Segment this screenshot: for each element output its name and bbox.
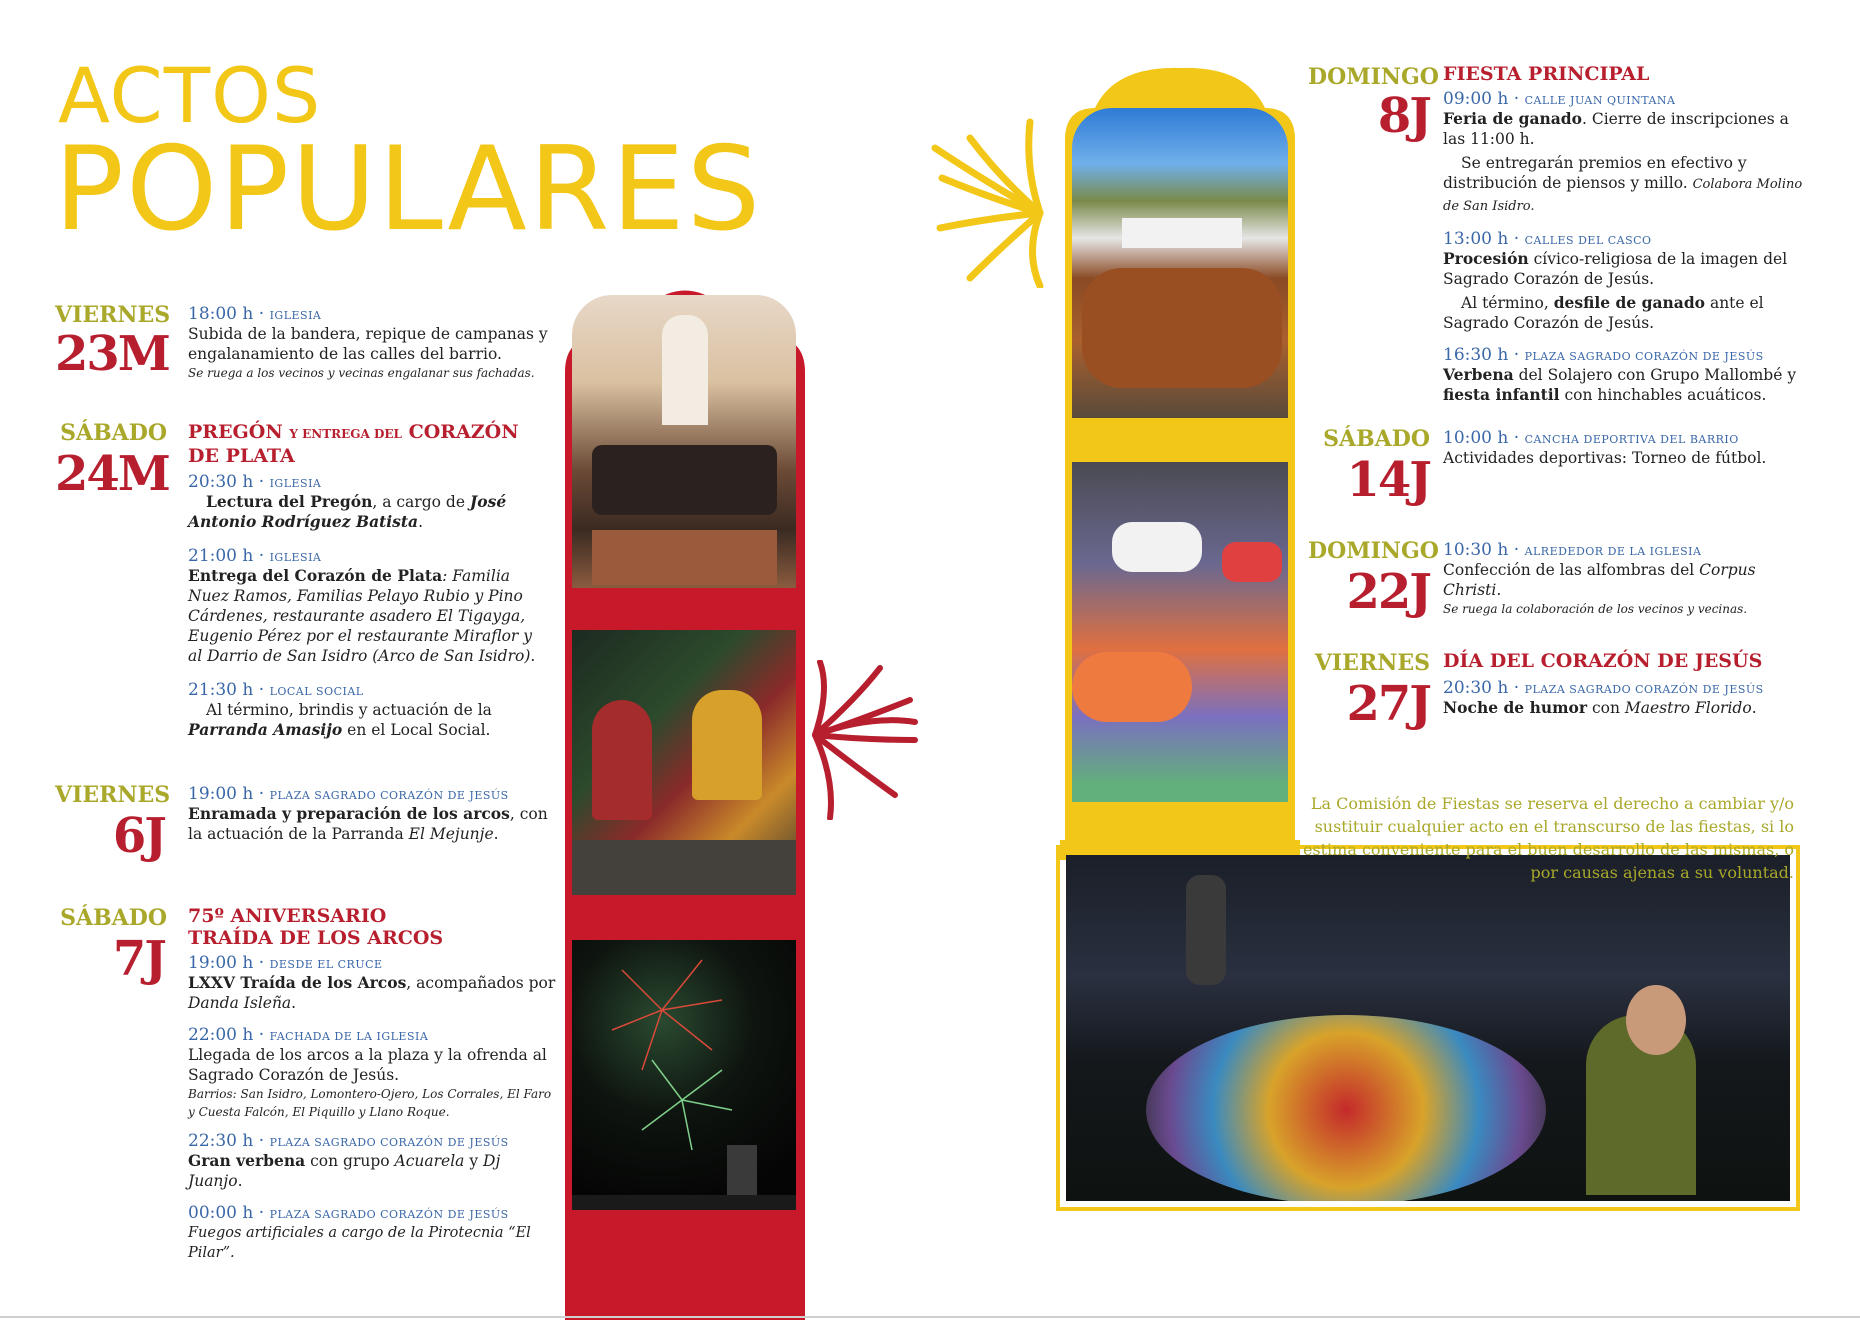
- event-text: Se entregarán premios en efectivo y distribución de piensos y millo. Colabora Molino de San Isidro.: [1443, 154, 1803, 214]
- event-text: Al término, desfile de ganado ante el Sagrado Corazón de Jesús.: [1443, 293, 1764, 332]
- carpet-making-photo: [1072, 462, 1288, 802]
- event-note: Se ruega a los vecinos y vecinas engalanar sus fachadas.: [188, 366, 535, 380]
- event-title: FIESTA PRINCIPAL: [1443, 63, 1650, 85]
- event-note: Se ruega la colaboración de los vecinos y vecinas.: [1443, 602, 1748, 616]
- date-label: 27J: [1346, 676, 1430, 732]
- cattle-photo: [1072, 108, 1288, 418]
- day-label: SÁBADO: [60, 420, 167, 446]
- day-label: SÁBADO: [60, 905, 167, 931]
- event-24m: PREGÓN Y ENTREGA DEL CORAZÓN DE PLATA 20:30 h · IGLESIA Lectura del Pregón, a cargo de José Antonio Rodríguez Batista. 21:00 h · IGLESIA Entrega del Corazón de Plata: Familia Nuez Ramos, Familias Pelayo Rubio y Pino Cárdenes, restaurante asadero El Tigayga, Eugenio Pérez por el restaurante Miraflor y al Darrio de San Isidro (Arco de San Isidro). 21:30 h · LOCAL SOCIAL Al término, brindis y actuación de la Parranda Amasijo en el Local Social.: [188, 421, 548, 740]
- yellow-firework-icon: [930, 118, 1060, 288]
- event-time: 20:30 h: [188, 472, 254, 492]
- event-note: Barrios: San Isidro, Lomontero-Ojero, Los Corrales, El Faro y Cuesta Falcón, El Piquillo y Llano Roque.: [188, 1087, 552, 1119]
- event-location: DESDE EL CRUCE: [269, 958, 383, 971]
- event-title: 75º ANIVERSARIO TRAÍDA DE LOS ARCOS: [188, 905, 444, 949]
- day-label: VIERNES: [55, 302, 171, 328]
- date-label: 6J: [112, 808, 165, 864]
- event-title: PREGÓN Y ENTREGA DEL CORAZÓN DE PLATA: [188, 421, 519, 467]
- event-text: LXXV Traída de los Arcos, acompañados por Danda Isleña.: [188, 973, 556, 1012]
- event-7j: 75º ANIVERSARIO TRAÍDA DE LOS ARCOS 19:00 h · DESDE EL CRUCE LXXV Traída de los Arcos, acompañados por Danda Isleña. 22:00 h · FACHADA DE LA IGLESIA Llegada de los arcos a la plaza y la ofrenda al Sagrado Corazón de Jesús. Barrios: San Isidro, Lomontero-Ojero, Los Corrales, El Faro y Cuesta Falcón, El Piquillo y Llano Roque. 22:30 h · PLAZA SAGRADO CORAZÓN DE JESÚS Gran verbena con grupo Acuarela y Dj Juanjo. 00:00 h · PLAZA SAGRADO CORAZÓN DE JESÚS Fuegos artificiales a cargo de la Pirotecnia “El Pilar”.: [188, 905, 558, 1263]
- event-location: LOCAL SOCIAL: [269, 685, 364, 698]
- event-time: 22:30 h: [188, 1131, 254, 1151]
- event-text: Confección de las alfombras del Corpus Christi.: [1443, 561, 1756, 599]
- event-location: PLAZA SAGRADO CORAZÓN DE JESÚS: [269, 1208, 509, 1221]
- date-label: 22J: [1346, 564, 1430, 620]
- event-location: PLAZA SAGRADO CORAZÓN DE JESÚS: [1524, 350, 1764, 363]
- event-location: PLAZA SAGRADO CORAZÓN DE JESÚS: [269, 1136, 509, 1149]
- event-6j: 19:00 h · PLAZA SAGRADO CORAZÓN DE JESÚS Enramada y preparación de los arcos, con la actuación de la Parranda El Mejunje.: [188, 784, 548, 843]
- event-location: IGLESIA: [269, 309, 322, 322]
- date-label: 8J: [1377, 88, 1430, 144]
- date-label: 23M: [55, 326, 169, 382]
- event-location: IGLESIA: [269, 551, 322, 564]
- event-text: Subida de la bandera, repique de campanas y engalanamiento de las calles del barrio.: [188, 325, 548, 363]
- event-location: ALREDEDOR DE LA IGLESIA: [1524, 545, 1702, 558]
- event-text: Al término, brindis y actuación de la Parranda Amasijo en el Local Social.: [188, 701, 492, 739]
- red-firework-icon: [800, 660, 920, 820]
- event-time: 22:00 h: [188, 1025, 254, 1045]
- concert-carpet-photo: [1066, 855, 1790, 1201]
- date-label: 14J: [1346, 452, 1430, 508]
- event-location: CANCHA DEPORTIVA DEL BARRIO: [1524, 433, 1739, 446]
- event-text: Feria de ganado. Cierre de inscripciones a las 11:00 h.: [1443, 109, 1789, 148]
- event-time: 18:00 h: [188, 304, 254, 324]
- event-time: 16:30 h: [1443, 345, 1509, 365]
- event-text: Gran verbena con grupo Acuarela y Dj Juanjo.: [188, 1151, 501, 1190]
- event-text: Fuegos artificiales a cargo de la Pirotecnia “El Pilar”.: [188, 1225, 531, 1261]
- title-line-1: ACTOS: [58, 51, 322, 140]
- event-text: Llegada de los arcos a la plaza y la ofrenda al Sagrado Corazón de Jesús.: [188, 1046, 547, 1084]
- event-time: 19:00 h: [188, 953, 254, 973]
- day-label: VIERNES: [1314, 650, 1430, 676]
- event-8j: FIESTA PRINCIPAL 09:00 h · CALLE JUAN QUINTANA Feria de ganado. Cierre de inscripciones a las 11:00 h. Se entregarán premios en efectivo y distribución de piensos y millo. Colabora Molino de San Isidro. 13:00 h · CALLES DEL CASCO Procesión cívico-religiosa de la imagen del Sagrado Corazón de Jesús. Al término, desfile de ganado ante el Sagrado Corazón de Jesús. 16:30 h · PLAZA SAGRADO CORAZÓN DE JESÚS Verbena del Solajero con Grupo Mallombé y fiesta infantil con hinchables acuáticos.: [1443, 63, 1813, 405]
- event-text: Noche de humor con Maestro Florido.: [1443, 698, 1757, 717]
- title-line-2: POPULARES: [54, 122, 763, 257]
- event-time: 13:00 h: [1443, 229, 1509, 249]
- event-title: DÍA DEL CORAZÓN DE JESÚS: [1443, 650, 1763, 672]
- day-label: DOMINGO: [1308, 538, 1439, 564]
- event-location: IGLESIA: [269, 477, 322, 490]
- day-label: SÁBADO: [1323, 426, 1430, 452]
- event-time: 10:00 h: [1443, 428, 1509, 448]
- event-location: FACHADA DE LA IGLESIA: [269, 1030, 429, 1043]
- event-time: 09:00 h: [1443, 89, 1509, 109]
- event-text: Enramada y preparación de los arcos, con la actuación de la Parranda El Mejunje.: [188, 804, 548, 843]
- date-label: 24M: [55, 446, 169, 502]
- event-location: PLAZA SAGRADO CORAZÓN DE JESÚS: [269, 789, 509, 802]
- event-location: CALLE JUAN QUINTANA: [1524, 94, 1676, 107]
- event-time: 20:30 h: [1443, 678, 1509, 698]
- page-bottom-rule: [0, 1316, 1860, 1318]
- event-location: PLAZA SAGRADO CORAZÓN DE JESÚS: [1524, 683, 1764, 696]
- event-23m: 18:00 h · IGLESIA Subida de la bandera, repique de campanas y engalanamiento de las calles del barrio. Se ruega a los vecinos y vecinas engalanar sus fachadas.: [188, 304, 548, 380]
- event-text: Lectura del Pregón, a cargo de José Antonio Rodríguez Batista.: [188, 492, 507, 531]
- event-text: Verbena del Solajero con Grupo Mallombé y fiesta infantil con hinchables acuáticos.: [1443, 365, 1797, 404]
- event-location: CALLES DEL CASCO: [1524, 234, 1652, 247]
- event-22j: 10:30 h · ALREDEDOR DE LA IGLESIA Confección de las alfombras del Corpus Christi. Se ruega la colaboración de los vecinos y vecinas.: [1443, 540, 1813, 618]
- event-27j: DÍA DEL CORAZÓN DE JESÚS 20:30 h · PLAZA SAGRADO CORAZÓN DE JESÚS Noche de humor con Maestro Florido.: [1443, 650, 1813, 718]
- event-time: 21:30 h: [188, 680, 254, 700]
- event-text: Actividades deportivas: Torneo de fútbol.: [1443, 449, 1767, 467]
- fireworks-photo: [572, 940, 796, 1210]
- date-label: 7J: [112, 931, 165, 987]
- event-time: 10:30 h: [1443, 540, 1509, 560]
- event-text: Entrega del Corazón de Plata: Familia Nuez Ramos, Familias Pelayo Rubio y Pino Cárdenes, restaurante asadero El Tigayga, Eugenio Pérez por el restaurante Miraflor y al Darrio de San Isidro (Arco de San Isidro).: [188, 566, 536, 665]
- event-time: 00:00 h: [188, 1203, 254, 1223]
- day-label: VIERNES: [55, 782, 171, 808]
- disclaimer-notice: La Comisión de Fiestas se reserva el derecho a cambiar y/o sustituir cualquier acto en el transcurso de las fiestas, si lo estima conveniente para el buen desarrollo de las mismas, o por causas ajenas a su voluntad.: [1302, 794, 1794, 882]
- event-text: Procesión cívico-religiosa de la imagen del Sagrado Corazón de Jesús.: [1443, 249, 1788, 288]
- church-musicians-photo: [572, 295, 796, 588]
- arch-decorating-photo: [572, 630, 796, 895]
- event-time: 21:00 h: [188, 546, 254, 566]
- event-time: 19:00 h: [188, 784, 254, 804]
- event-14j: 10:00 h · CANCHA DEPORTIVA DEL BARRIO Actividades deportivas: Torneo de fútbol.: [1443, 428, 1813, 468]
- day-label: DOMINGO: [1308, 64, 1439, 90]
